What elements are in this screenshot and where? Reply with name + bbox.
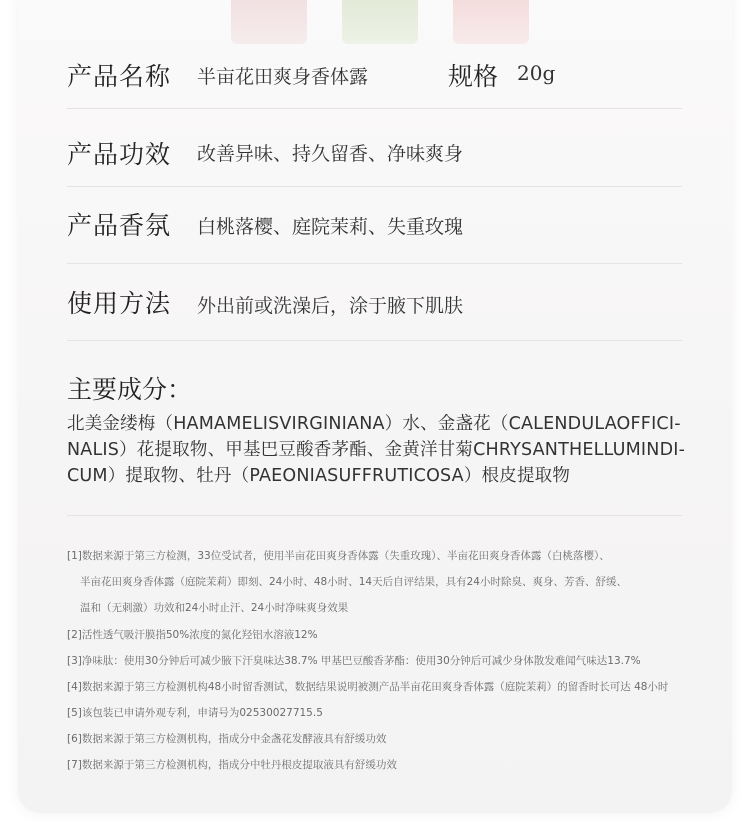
footnote: [4]数据来源于第三方检测机构48小时留香测试，数据结果说明被测产品半亩花田爽身香体露（庭院茉莉）的留香时长可达 48小时	[67, 681, 669, 693]
footnote: [1]数据来源于第三方检测，33位受试者，使用半亩花田爽身香体露（失重玫瑰）、半亩花田爽身香体露（白桃落樱）、	[67, 550, 610, 562]
divider	[67, 515, 682, 516]
spec-label: 规格	[448, 62, 499, 91]
footnote: [6]数据来源于第三方检测机构，指成分中金盏花发酵液具有舒缓功效	[67, 733, 387, 745]
footnote: [2]活性透气吸汗膜指50%浓度的氮化羟铝水溶液12%	[67, 629, 318, 641]
spec-value: 20g	[517, 61, 556, 85]
divider	[67, 340, 682, 341]
footnote: [5]该包装已申请外观专利，申请号为02530027715.5	[67, 707, 323, 719]
footnote: [3]净味肽：使用30分钟后可减少腋下汗臭味达38.7% 甲基巴豆酸香茅酯：使用30分钟后可减少身体散发难闻气味达13.7%	[67, 655, 641, 667]
divider	[67, 186, 682, 187]
ingredients-line: CUM）提取物、牡丹（PAEONIASUFFRUTICOSA）根皮提取物	[67, 466, 571, 486]
product-scent-value: 白桃落樱、庭院茉莉、失重玫瑰	[197, 216, 464, 238]
ingredients-title: 主要成分：	[67, 375, 193, 404]
product-scent-label: 产品香氛	[67, 211, 172, 240]
product-effect-label: 产品功效	[67, 140, 172, 169]
footnote: 温和（无刺激）功效和24小时止汗、24小时净味爽身效果	[80, 602, 349, 614]
product-usage-value: 外出前或洗澡后，涂于腋下肌肤	[197, 295, 464, 317]
product-name-label: 产品名称	[67, 62, 172, 91]
bottle-green-image	[342, 0, 418, 44]
footnote: 半亩花田爽身香体露（庭院茉莉）即刻、24小时、48小时、14天后自评结果，具有24小时除臭、爽身、芳香、舒缓、	[80, 576, 627, 588]
product-usage-label: 使用方法	[67, 289, 172, 318]
divider	[67, 263, 682, 264]
product-effect-value: 改善异味、持久留香、净味爽身	[197, 143, 464, 165]
footnote: [7]数据来源于第三方检测机构，指成分中牡丹根皮提取液具有舒缓功效	[67, 759, 397, 771]
ingredients-line: 北美金缕梅（HAMAMELISVIRGINIANA）水、金盏花（CALENDULAOFFICI-	[67, 414, 681, 434]
product-name-value: 半亩花田爽身香体露	[197, 66, 369, 88]
ingredients-line: NALIS）花提取物、甲基巴豆酸香茅酯、金黄洋甘菊CHRYSANTHELLUMINDI-	[67, 440, 686, 460]
bottle-pink-image	[231, 0, 307, 44]
bottle-rose-image	[453, 0, 529, 44]
divider	[67, 108, 682, 109]
